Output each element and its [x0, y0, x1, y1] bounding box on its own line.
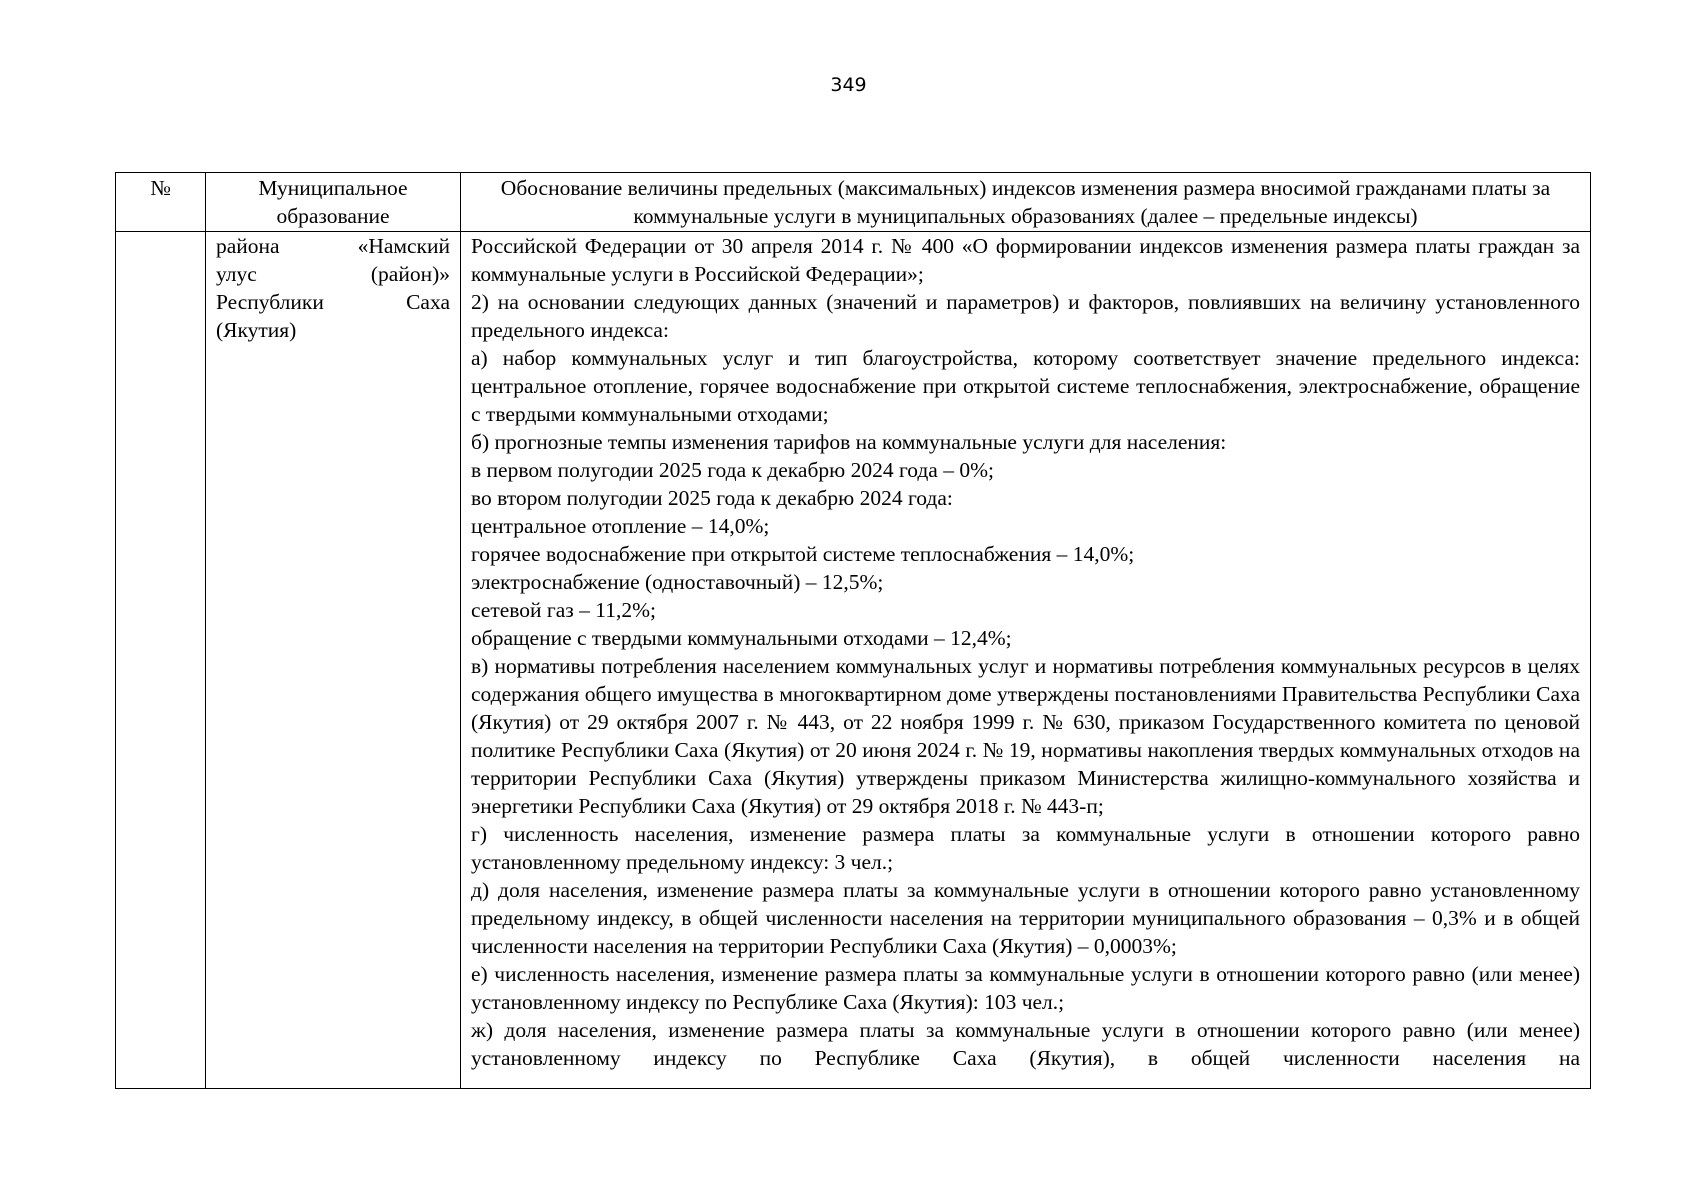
header-number: №	[116, 173, 206, 232]
municipality-word: «Намский	[357, 234, 450, 258]
municipality-word: (Якутия)	[216, 318, 297, 342]
header-municipality: Муниципальное образование	[206, 173, 461, 232]
paragraph: Российской Федерации от 30 апреля 2014 г. № 400 «О формировании индексов изменения размера платы граждан за коммунальные услуги в Российской Федерации»;	[471, 234, 1580, 286]
municipality-word: Республики	[216, 290, 324, 314]
table-header-row	[116, 173, 1591, 232]
municipality-line	[216, 260, 450, 288]
paragraph: горячее водоснабжение при открытой системе теплоснабжения – 14,0%;	[471, 542, 1135, 566]
paragraph: обращение с твердыми коммунальными отходами – 12,4%;	[471, 626, 1012, 650]
paragraph: 2) на основании следующих данных (значений и параметров) и факторов, повлиявших на величину установленного предельного индекса:	[471, 290, 1580, 342]
cell-municipality	[206, 232, 461, 1089]
paragraph: д) доля населения, изменение размера платы за коммунальные услуги в отношении которого равно установленному предельному индексу, в общей численности населения на территории муниципального образования – 0,3% и в общей численности населения на территории Республики Саха (Якутия) – 0,0003%;	[471, 878, 1580, 958]
paragraph: а) набор коммунальных услуг и тип благоустройства, которому соответствует значение предельного индекса: центральное отопление, горячее водоснабжение при открытой системе теплоснабжения, электроснабжение, обращение с твердыми коммунальными отходами;	[471, 346, 1580, 426]
municipality-word: Саха	[406, 290, 450, 314]
paragraph: центральное отопление – 14,0%;	[471, 514, 770, 538]
municipality-word: района	[216, 234, 280, 258]
municipality-word: улус	[216, 262, 257, 286]
justification-table	[115, 172, 1591, 1089]
paragraph: г) численность населения, изменение размера платы за коммунальные услуги в отношении которого равно установленному предельному индексу: 3 чел.;	[471, 822, 1580, 874]
municipality-line	[216, 316, 450, 344]
paragraph: в первом полугодии 2025 года к декабрю 2024 года – 0%;	[471, 458, 994, 482]
paragraph: во втором полугодии 2025 года к декабрю 2024 года:	[471, 486, 953, 510]
paragraph: сетевой газ – 11,2%;	[471, 598, 656, 622]
paragraph: электроснабжение (одноставочный) – 12,5%;	[471, 570, 884, 594]
paragraph: е) численность населения, изменение размера платы за коммунальные услуги в отношении которого равно (или менее) установленному индексу по Республике Саха (Якутия): 103 чел.;	[471, 962, 1580, 1014]
municipality-line	[216, 232, 450, 260]
paragraph: ж) доля населения, изменение размера платы за коммунальные услуги в отношении которого равно (или менее) установленному индексу по Республике Саха (Якутия), в общей численности населения на	[471, 1018, 1580, 1070]
paragraph: б) прогнозные темпы изменения тарифов на коммунальные услуги для населения:	[471, 430, 1227, 454]
page-number: 349	[830, 74, 867, 96]
municipality-word: (район)»	[370, 262, 450, 286]
header-justification: Обоснование величины предельных (максимальных) индексов изменения размера вносимой гражданами платы за коммунальные услуги в муниципальных образованиях (далее – предельные индексы)	[461, 173, 1591, 232]
municipality-line	[216, 288, 450, 316]
cell-justification	[461, 232, 1591, 1089]
paragraph: в) нормативы потребления населением коммунальных услуг и нормативы потребления коммунальных ресурсов в целях содержания общего имущества в многоквартирном доме утверждены постановлениями Правительства Республики Саха (Якутия) от 29 октября 2007 г. № 443, от 22 ноября 1999 г. № 630, приказом Государственного комитета по ценовой политике Республики Саха (Якутия) от 20 июня 2024 г. № 19, нормативы накопления твердых коммунальных отходов на территории Республики Саха (Якутия) утверждены приказом Министерства жилищно-коммунального хозяйства и энергетики Республики Саха (Якутия) от 29 октября 2018 г. № 443-п;	[471, 654, 1580, 818]
cell-number	[116, 232, 206, 1089]
table-row	[116, 232, 1591, 1089]
